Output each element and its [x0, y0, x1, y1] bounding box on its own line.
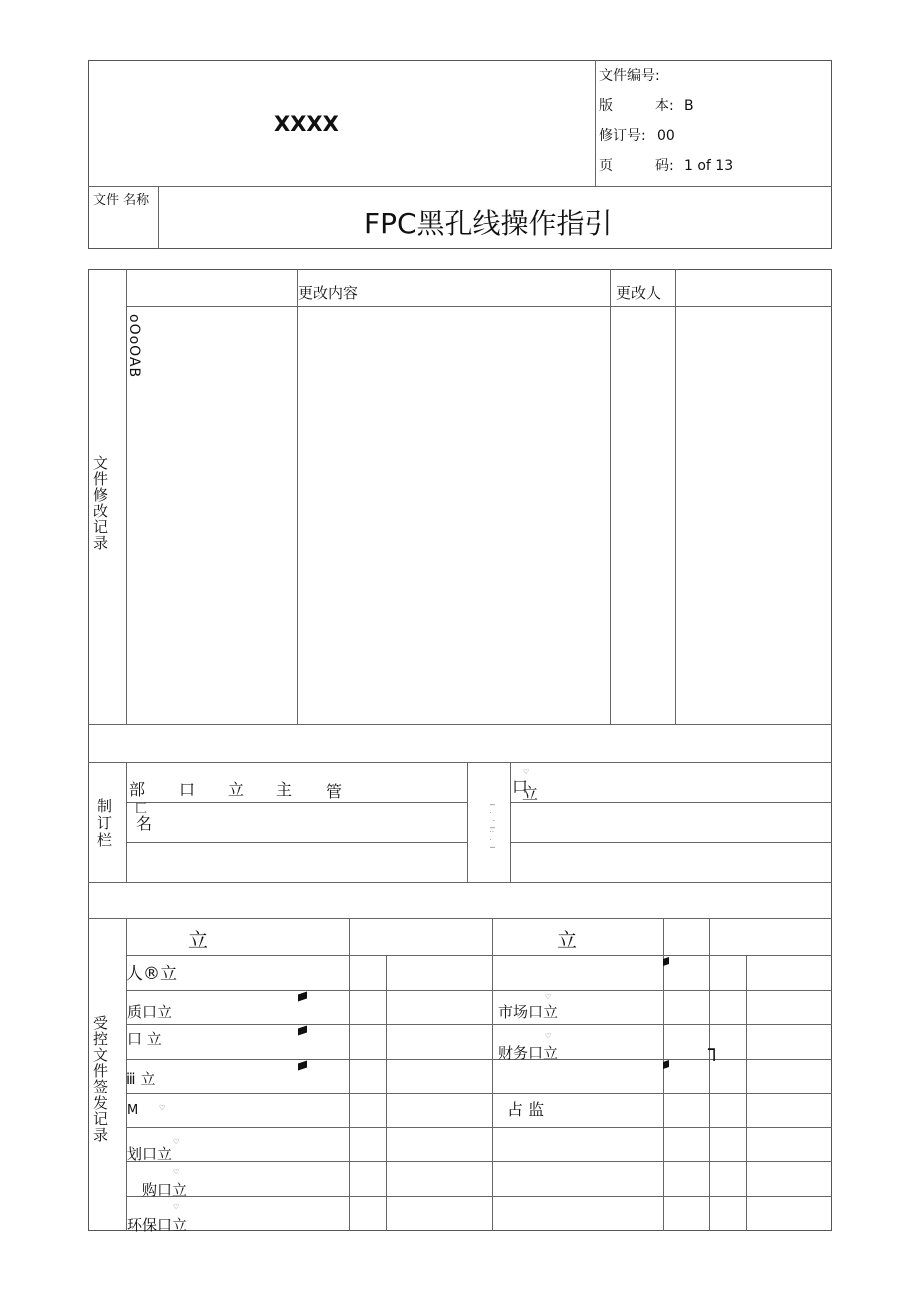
blank-row2-bottom-line: [88, 918, 832, 919]
version-label-b: 本:: [655, 98, 674, 114]
main-table: [88, 269, 832, 1234]
dist-left-row-8: 环保口立: [127, 1216, 188, 1234]
drafting-row2-a: 匚: [135, 801, 148, 815]
dist-line-6: [126, 1127, 832, 1128]
drafting-row1-text-0: 部: [129, 780, 146, 799]
drafting-line-1-right: [510, 802, 832, 803]
col-header-content: 更改内容: [298, 284, 359, 302]
revision-col-2: [610, 269, 611, 724]
page-label-a: 页: [599, 158, 613, 174]
drafting-col-2: [510, 762, 511, 882]
dist-right-row-1: 市场口立: [498, 1003, 559, 1021]
dist-line-3: [126, 1024, 832, 1025]
drafting-row2-b: 名: [136, 814, 153, 833]
revision-value: 00: [657, 128, 675, 144]
drafting-row1-text-2: 立: [228, 780, 245, 799]
page-value: 1 of 13: [684, 158, 734, 174]
dist-right-row-2: 财务口立: [498, 1044, 559, 1062]
drafting-garbled-small: l . ' l: . l: [488, 804, 495, 851]
dist-left-row-2: 质口立: [127, 1003, 173, 1021]
dist-bracket-mark: ┐: [708, 1037, 721, 1061]
dist-col-3: [492, 918, 493, 1231]
revision-header-line: [126, 306, 832, 307]
dist-tiny-mark-2: ♡: [173, 1138, 180, 1146]
dist-header-left: 立: [188, 928, 208, 952]
dist-left-row-7: 购口立: [142, 1181, 188, 1199]
drafting-right-header-b: 立: [522, 784, 539, 803]
dist-left-row-6: 划口立: [127, 1145, 173, 1163]
version-value: B: [684, 98, 694, 114]
doc-no-label: 文件编号:: [599, 68, 660, 84]
version-label-a: 版: [599, 98, 613, 114]
dist-left-row-4: ⅲ 立: [126, 1070, 156, 1088]
header-divider-v2: [158, 186, 159, 249]
revision-versions-vertical: oOoOAB: [126, 314, 142, 379]
drafting-bottom-line: [88, 882, 832, 883]
file-title: FPC黑孔线操作指引: [364, 207, 613, 240]
drafting-right-header-a: 口: [512, 777, 529, 796]
dist-tiny-mark-4: ♡: [173, 1203, 180, 1211]
dist-line-7: [126, 1161, 832, 1162]
revision-col-1: [297, 269, 298, 724]
drafting-line-1: [126, 802, 468, 803]
dist-col-2: [386, 955, 387, 1231]
file-name-label: 文件 名称: [93, 193, 150, 208]
company-name: XXXX: [274, 112, 339, 136]
dist-col-5: [709, 918, 710, 1231]
drafting-col-1: [467, 762, 468, 882]
header-divider-v1: [595, 60, 596, 186]
drafting-tiny-mark: ♡: [523, 768, 530, 776]
drafting-row1-text-4: 管: [326, 782, 343, 801]
dist-tiny-mark-6: ♡: [545, 1032, 552, 1040]
drafting-row1-text-3: 主: [276, 780, 293, 799]
dist-tiny-mark-5: ♡: [545, 993, 552, 1001]
page-label-b: 码:: [655, 158, 674, 174]
revision-label: 修订号:: [599, 128, 646, 144]
distribution-side-label: 受控文件签发记录: [91, 1015, 109, 1143]
dist-left-row-1: 人®立: [126, 964, 177, 984]
blank-row-bottom-line: [88, 762, 832, 763]
dist-col-6: [746, 955, 747, 1231]
header-divider-h1: [88, 186, 832, 187]
revision-bottom-line: [88, 724, 832, 725]
dist-line-2: [126, 990, 832, 991]
dist-line-8: [126, 1196, 832, 1197]
side-column-divider-mid: [126, 762, 127, 882]
drafting-line-2-right: [510, 842, 832, 843]
drafting-line-2: [126, 842, 468, 843]
dist-line-1: [126, 955, 832, 956]
dist-line-5: [126, 1093, 832, 1094]
dist-right-row-3: 占 监: [507, 1100, 545, 1119]
dist-header-right: 立: [557, 928, 577, 952]
drafting-side-label: 制订栏: [95, 798, 113, 849]
dist-line-4: [126, 1059, 832, 1060]
dist-left-row-3: 口 立: [127, 1030, 162, 1048]
dist-tiny-mark-3: ♡: [173, 1168, 180, 1176]
dist-left-row-5: M: [127, 1103, 139, 1118]
dist-tiny-mark-1: ♡: [159, 1104, 166, 1112]
col-header-changer: 更改人: [616, 284, 662, 302]
drafting-row1-text-1: 口: [179, 780, 196, 799]
revision-col-3: [675, 269, 676, 724]
revision-side-label: 文件修改记录: [91, 455, 109, 551]
dist-col-1: [349, 918, 350, 1231]
